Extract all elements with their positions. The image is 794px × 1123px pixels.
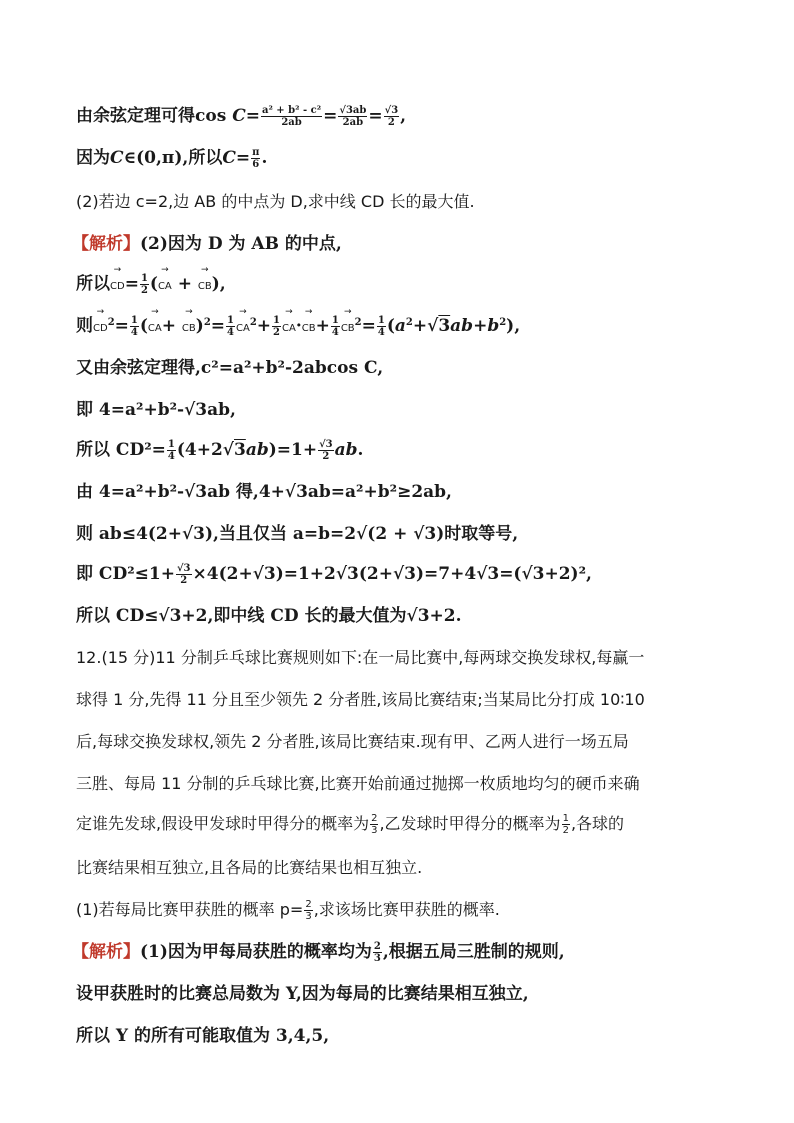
so-text: ,所以 xyxy=(182,148,223,168)
interval-text: ∈(0,π) xyxy=(123,148,183,168)
then-text: 则 xyxy=(76,316,93,336)
vector-cd: → CD xyxy=(110,275,125,299)
analysis-12-line-2: 设甲获胜时的比赛总局数为 Y,因为每局的比赛结果相互独立, xyxy=(76,984,529,1004)
sub1-a: (1)若每局比赛甲获胜的概率 p= xyxy=(76,900,304,919)
question-12-line-2: 球得 1 分,先得 11 分且至少领先 2 分者胜,该局比赛结束;当某局比分打成 10∶10 xyxy=(76,690,645,709)
fraction-two-thirds xyxy=(373,941,382,964)
frac-num: 1 xyxy=(562,813,569,824)
analysis-12-text-b: ,根据五局三胜制的规则, xyxy=(382,942,565,962)
fraction-sqrt3-over-2 xyxy=(176,563,192,586)
fraction-two-thirds xyxy=(370,813,378,836)
vector-square-line: 则→ $CD^2=$ $\frac{1}{4}$ (→ CA+ → CB)$^2$= $\frac{1}{4}$ → $CA^2+$ $\frac{1}{2}$ → CA·→ CB+ $\frac{1}{4}$ → $CB^2=$ $\frac{1}{4}$ $(a^2+√3ab+b^2)$, xyxy=(76,314,724,341)
cd-bound-line xyxy=(76,562,724,586)
question-12-sub-1 xyxy=(76,898,724,922)
frac-den: 6 xyxy=(252,159,260,170)
vector-cb: → CB xyxy=(341,317,355,341)
frac-den: 2ab xyxy=(342,117,364,128)
fraction-sqrt3-over-2 xyxy=(384,105,400,128)
analysis-2-text: (2)因为 D 为 AB 的中点, xyxy=(140,234,342,254)
frac-den: 4 xyxy=(130,327,138,338)
frac-num: 1 xyxy=(377,315,385,326)
question-2: (2)若边 c=2,边 AB 的中点为 D,求中线 CD 长的最大值. xyxy=(76,192,475,211)
vector-cb: → CB xyxy=(198,275,212,299)
frac-den: 4 xyxy=(377,327,385,338)
cosine-law-line: 由余弦定理可得cos C= $\frac{\text{a² + b² - c²}}{2ab}$ = $\frac{√3ab}{2ab}$ = $\frac{√3}{2}$ , xyxy=(76,105,407,128)
line5-b: ,乙发球时甲得分的概率为 xyxy=(379,814,561,833)
frac-num: 1 xyxy=(273,315,281,326)
fraction-sqrt3ab xyxy=(338,105,367,128)
fraction-quarter xyxy=(167,439,176,462)
cd-squared-prefix: 所以 CD²= xyxy=(76,440,166,460)
fraction-half xyxy=(272,315,281,338)
frac-num: 1 xyxy=(227,315,234,326)
because-text: 因为 xyxy=(76,148,110,168)
vector-ca: → CA xyxy=(236,317,250,341)
frac-den: 4 xyxy=(331,327,339,338)
frac-num: 1 xyxy=(331,315,339,326)
frac-num: π xyxy=(252,147,260,158)
ab-bound-line: 则 ab≤4(2+√3),当且仅当 a=b=2√(2 + √3)时取等号, xyxy=(76,524,519,544)
sub1-b: ,求该场比赛甲获胜的概率. xyxy=(313,900,500,919)
question-12-line-5 xyxy=(76,812,724,836)
fraction-half xyxy=(140,273,149,296)
analysis-12-line-1 xyxy=(72,940,724,964)
cosine-law-text: 由余弦定理可得cos xyxy=(76,106,227,126)
frac-num: a² + b² - c² xyxy=(261,105,322,116)
analysis-tag: 【解析】 xyxy=(72,234,140,254)
fraction-cosine xyxy=(261,105,322,128)
vector-ca: → CA xyxy=(158,275,172,299)
frac-den: 4 xyxy=(227,327,234,338)
analysis-12-text-a: (1)因为甲每局获胜的概率均为 xyxy=(140,942,372,962)
fraction-pi-over-6 xyxy=(251,147,260,170)
frac-num: 2 xyxy=(373,941,381,952)
frac-num: 2 xyxy=(305,899,312,910)
fraction-quarter xyxy=(331,315,340,338)
so-text: 所以 xyxy=(76,274,110,294)
vector-cb: → CB xyxy=(302,317,316,341)
cosine-law-c2-line: 又由余弦定理得,c²=a²+b²-2abcos C, xyxy=(76,358,384,378)
analysis-2-line xyxy=(72,232,724,256)
frac-num: 2 xyxy=(371,813,378,824)
inequality-line: 由 4=a²+b²-√3ab 得,4+√3ab=a²+b²≥2ab, xyxy=(76,482,452,502)
line5-c: ,各球的 xyxy=(570,814,625,833)
frac-num: √3 xyxy=(176,563,191,574)
vector-ca: → CA xyxy=(148,317,162,341)
var-c: C xyxy=(232,106,246,126)
frac-den: 2 xyxy=(273,327,281,338)
question-12-line-1: 12.(15 分)11 分制乒乓球比赛规则如下:在一局比赛中,每两球交换发球权,每赢一 xyxy=(76,648,645,667)
frac-den: 3 xyxy=(371,825,378,836)
analysis-12-line-3: 所以 Y 的所有可能取值为 3,4,5, xyxy=(76,1026,330,1046)
fraction-quarter xyxy=(377,315,386,338)
frac-den: 2 xyxy=(180,575,188,586)
fraction-quarter xyxy=(130,315,139,338)
question-12-line-6: 比赛结果相互独立,且各局的比赛结果也相互独立. xyxy=(76,858,423,877)
cd-bound-suffix: ×4(2+√3)=1+2√3(2+√3)=7+4√3=(√3+2)², xyxy=(192,564,592,584)
fraction-half xyxy=(562,813,570,836)
fraction-quarter xyxy=(226,315,235,338)
cd-squared-line: 所以 CD²= $\frac{1}{4}$ (4+2√3ab)=1+ $\frac{√3}{2}$ ab. xyxy=(76,439,364,462)
frac-den: 4 xyxy=(167,451,175,462)
frac-den: 2 xyxy=(140,285,148,296)
fraction-two-thirds xyxy=(304,899,312,922)
frac-num: 1 xyxy=(130,315,138,326)
angle-c-line: 因为C∈(0,π),所以C= $\frac{\pi}{6}$ . xyxy=(76,147,268,170)
analysis-tag: 【解析】 xyxy=(72,942,140,962)
frac-num: √3 xyxy=(319,439,333,450)
vector-midpoint-line: 所以→ CD= $\frac{1}{2}$ (→ CA + → CB), xyxy=(76,272,724,299)
question-12-line-4: 三胜、每局 11 分制的乒乓球比赛,比赛开始前通过抛掷一枚质地均匀的硬币来确 xyxy=(76,774,640,793)
frac-den: 3 xyxy=(373,953,381,964)
frac-den: 2 xyxy=(322,451,330,462)
vector-cb: → CB xyxy=(182,317,196,341)
vector-cd: → CD xyxy=(93,317,108,341)
fraction-sqrt3-over-2 xyxy=(318,439,334,462)
frac-den: 2 xyxy=(387,117,395,128)
frac-num: 1 xyxy=(140,273,148,284)
cd-max-line: 所以 CD≤√3+2,即中线 CD 长的最大值为√3+2. xyxy=(76,606,462,626)
var-c: C xyxy=(222,148,236,168)
var-c: C xyxy=(110,148,124,168)
frac-num: 1 xyxy=(167,439,175,450)
frac-num: √3ab xyxy=(339,105,367,116)
cd-bound-prefix: 即 CD²≤1+ xyxy=(76,564,175,584)
vector-ca: → CA xyxy=(282,317,296,341)
frac-den: 2 xyxy=(562,825,569,836)
frac-den: 2ab xyxy=(281,117,302,128)
frac-den: 3 xyxy=(305,911,312,922)
identity-line: 即 4=a²+b²-√3ab, xyxy=(76,400,236,420)
line5-a: 定谁先发球,假设甲发球时甲得分的概率为 xyxy=(76,814,370,833)
frac-num: √3 xyxy=(384,105,399,116)
question-12-line-3: 后,每球交换发球权,领先 2 分者胜,该局比赛结束.现有甲、乙两人进行一场五局 xyxy=(76,732,629,751)
